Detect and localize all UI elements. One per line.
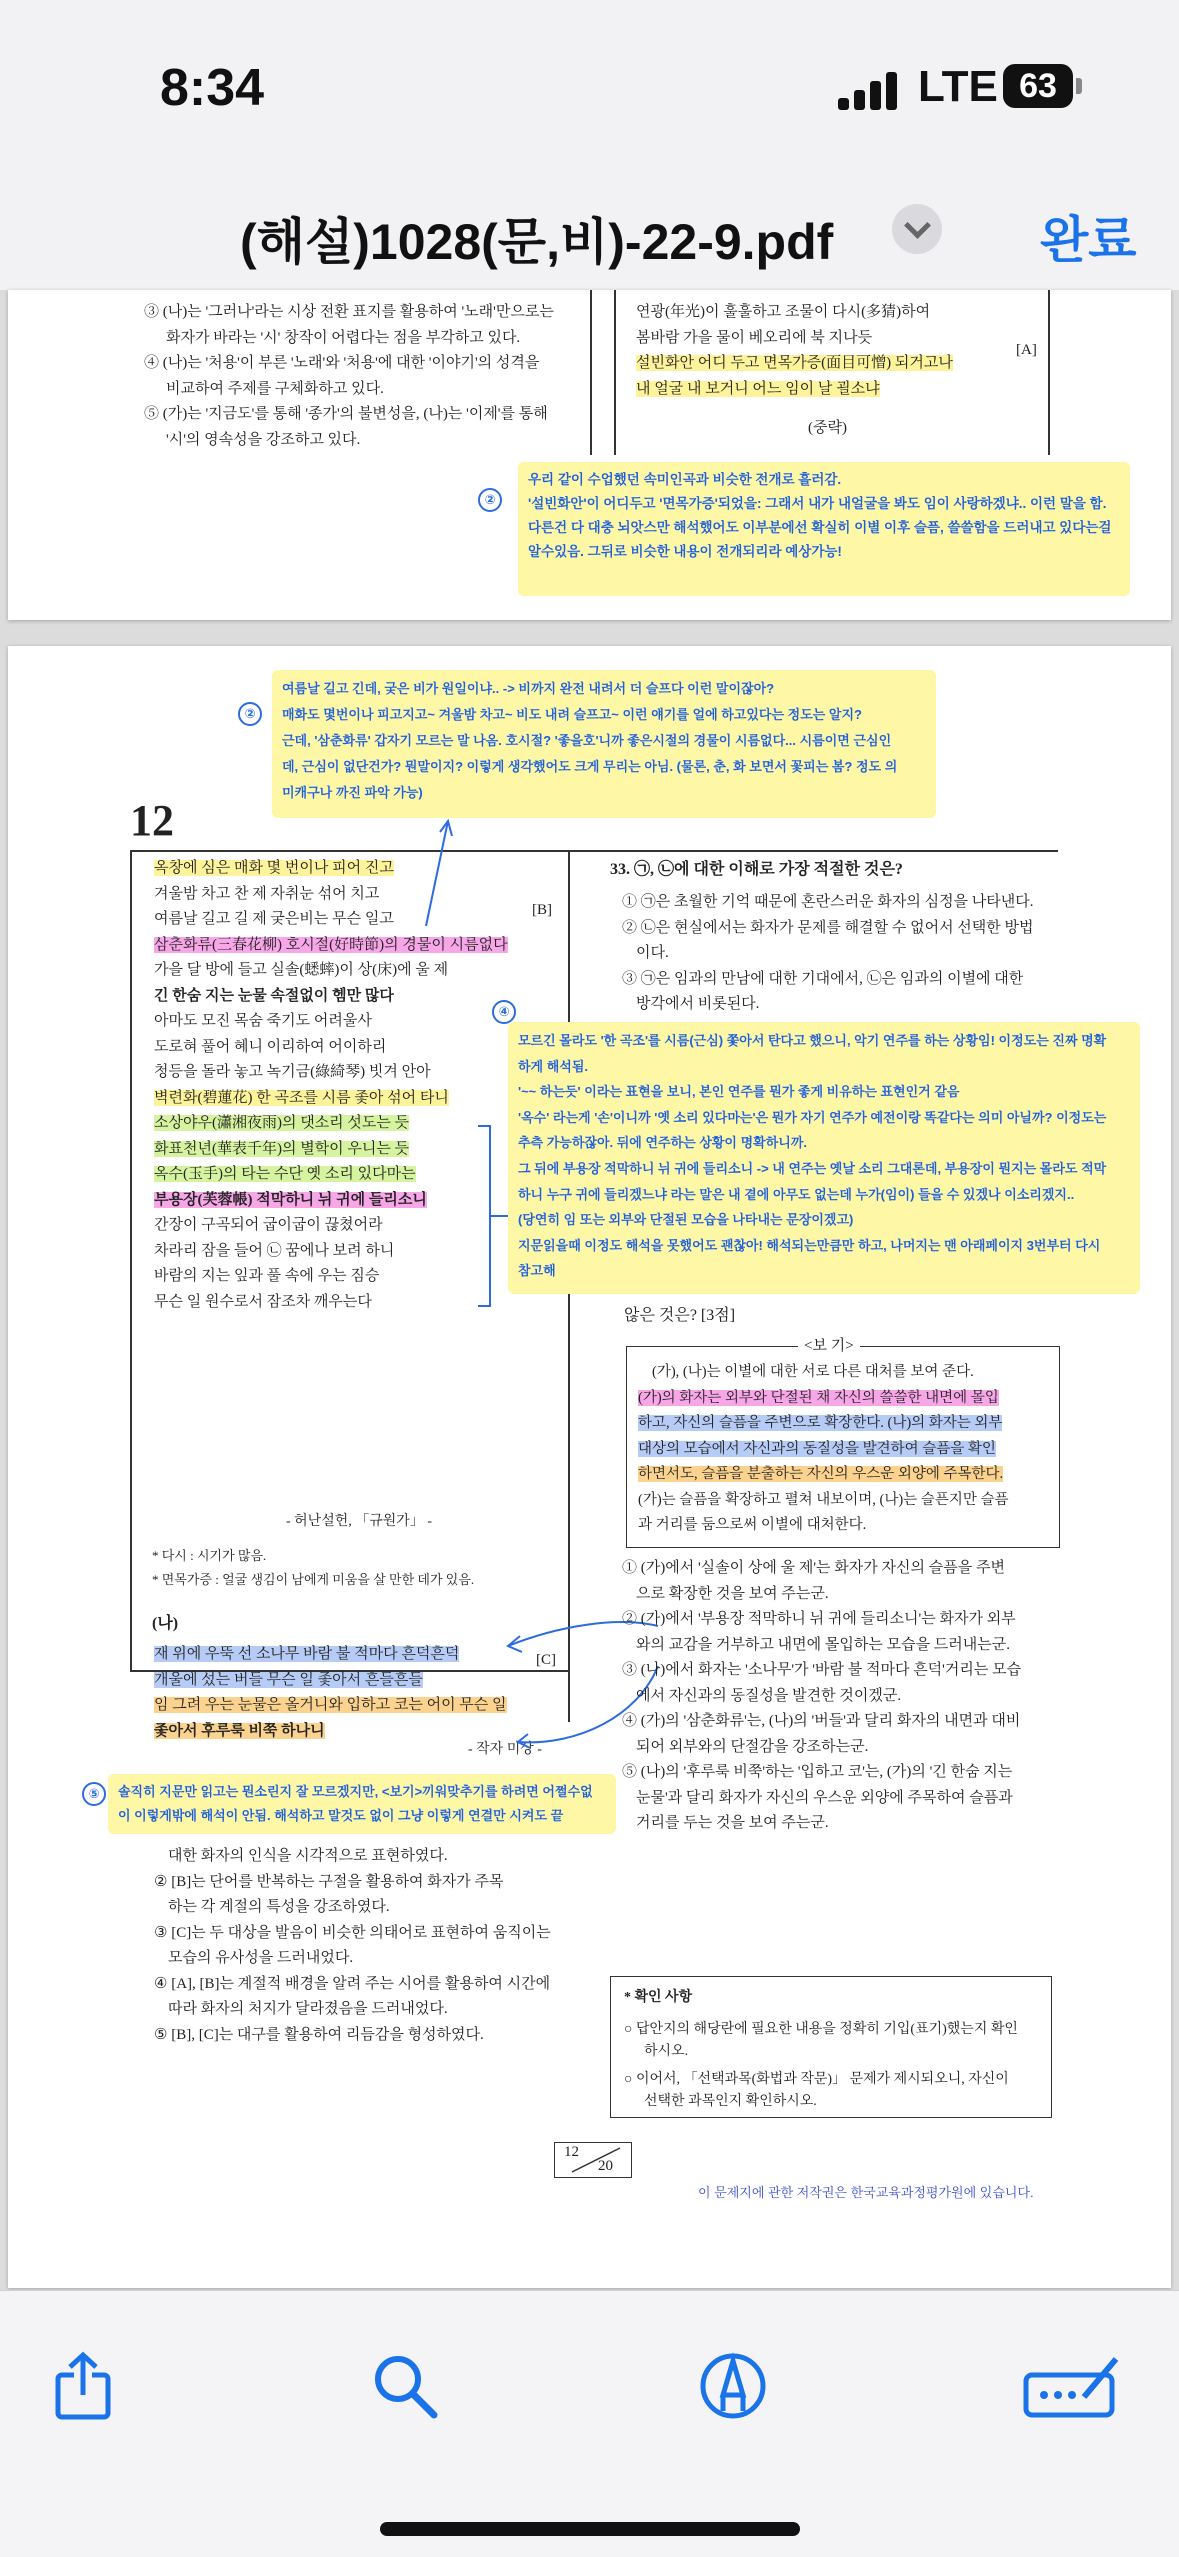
note-number: ⑤ [82, 1782, 106, 1806]
pdf-page-11 [8, 290, 1171, 620]
column-frame [130, 852, 132, 1672]
check-item-1: ○ 답안지의 해당란에 필요한 내용을 정확히 기입(표기)했는지 확인 [624, 2022, 1018, 2037]
annotation-note-top: 여름날 길고 긴데, 궂은 비가 원일이냐.. -> 비까지 완전 내려서 더 슬프다 이런 말이잖아? 매화도 몇번이나 피고지고~ 겨울밤 차고~ 비도 내려 슬프고~ 이런 얘기를 얼에 하고있다는 정도는 알지? 근데, '삼춘화류' 갑자기 모르는 말 나옴. 호시절? '좋을호'니까 좋은시절의 경물이 시름없다... 시름이면 근심인 데, 근심이 없단건가? 뭔말이지? 이렇게 생각했어도 크게 무리는 아님. (물론, 춘, 화 보면서 꽃피는 봄? 정도 의 미캐구나 까진 파악 가능) [272, 670, 936, 818]
poem-b-label: (나) [152, 1615, 179, 1632]
network-label: LTE [918, 62, 998, 111]
page-number: 12 [130, 796, 174, 845]
nav-bar [0, 170, 1179, 290]
bogi-title: <보 기> [798, 1336, 860, 1356]
page11-left-text: ③ (나)는 '그러나'라는 시상 전환 표지를 활용하여 '노래'만으로는 화자가 바라는 '시' 창작이 어렵다는 점을 부각하고 있다. ④ (나)는 '처용'이 부른 '노래'와 '처용'에 대한 '이야기'의 성격을 비교하여 주제를 구체화하고 있다. ⑤ (가)는 '지금도'를 통해 '종가'의 불변성을, (나)는 '이제'를 통해 '시'의 영속성을 강조하고 있다. [144, 304, 554, 448]
bogi-text: (가), (나)는 이별에 대한 서로 다른 대처를 보여 준다. (가)의 화자는 외부와 단절된 채 자신의 쓸쓸한 내면에 몰입 하고, 자신의 슬픔을 주변으로 확장한다. (나)의 화자는 외부 대상의 모습에서 자신과의 동질성을 발견하여 슬픔을 확인 하면서도, 슬픔을 분출하는 자신의 우스운 외양에 주목한다. (가)는 슬픔을 확장하고 펼쳐 내보이며, (나)는 슬픈지만 슬픔 과 거리를 둠으로써 이별에 대처한다. [638, 1364, 1009, 1533]
annotation-note-middle: 모르긴 몰라도 '한 곡조'를 시름(근심) 쫓아서 탄다고 했으니, 악기 연주를 하는 상황임! 이정도는 진짜 명확 하게 해석됨. '~~ 하는듯' 이라는 표현을 보니, 본인 연주를 뭔가 좋게 비유하는 표현인거 같음 '옥수' 라는게 '손'이니까 '옛 소리 있다마는'은 뭔가 자기 연주가 예전이랑 똑같다는 의미 아닐까? 이정도는 추측 가능하잖아. 뒤에 연주하는 상황이 명확하니까. 그 뒤에 부용장 적막하니 뉘 귀에 들리소니 -> 내 연주는 옛날 소리 그대론데, 부용장이 뭔지는 몰라도 적막 하니 누구 귀에 들리겠느냐 라는 말은 내 곁에 아무도 없는데 누가(임이) 들을 수 있겠나 이소리겠지.. (당연히 임 또는 외부와 단절된 모습을 나타내는 문장이겠고) 지문읽을때 이정도 해석을 못했어도 괜찮아! 해석되는만큼만 하고, 나머지는 맨 아래페이지 3번부터 다시 참고해 [508, 1022, 1140, 1294]
fraction-slash [568, 2144, 628, 2174]
annotation-note: 우리 같이 수업했던 속미인곡과 비슷한 전개로 흘러감. '설빈화안'이 어디두고 '면목가증'되었을: 그래서 내가 내얼굴을 봐도 임이 사랑하겠냐.. 이런 말을 함. 다른건 다 대충 뇌앗스만 해석했어도 이부분에선 확실히 이별 이후 슬픔, 쓸쓸함을 드러내고 있다는걸 알수있음. 그뒤로 비슷한 내용이 전개되리라 예상가능! [518, 462, 1130, 596]
signal-icon [838, 70, 902, 110]
bracket-marker-b: [B] [532, 902, 552, 918]
bracket-marker-a: [A] [1016, 342, 1037, 358]
document-title[interactable]: (해설)1028(문,비)-22-9.pdf [240, 214, 834, 270]
poem-b-source: - 작자 미상 - [468, 1742, 542, 1757]
battery-icon: 63 [1003, 64, 1073, 108]
status-time: 8:34 [160, 59, 265, 117]
page-fraction-den: 20 [598, 2158, 613, 2174]
signature-icon[interactable] [1022, 2351, 1122, 2421]
poem-a: 옥창에 심은 매화 몇 번이나 피어 진고 겨울밤 차고 찬 제 자취눈 섞어 치고 여름날 길고 길 제 궂은비는 무슨 일고 삼춘화류(三春花柳) 호시절(好時節)의 경물이 시름없다 가을 달 방에 들고 실솔(蟋蟀)이 상(床)에 울 제 긴 한숨 지는 눈물 속절없이 헴만 많다 아마도 모진 목숨 죽기도 어려울사 도로혀 풀어 혜니 이리하여 어이하리 청등을 돌라 놓고 녹기금(綠綺琴) 빗겨 안아 벽련화(碧蓮花) 한 곡조를 시름 좇아 섞어 타니 소상야우(瀟湘夜雨)의 댓소리 섯도는 듯 화표천년(華表千年)의 별학이 우니는 듯 옥수(玉手)의 타는 수단 옛 소리 있다마는 부용장(芙蓉帳) 적막하니 뉘 귀에 들리소니 간장이 구곡되어 굽이굽이 끊쳤어라 차라리 잠을 들어 ㉡ 꿈에나 보려 하니 바람의 지는 잎과 풀 속에 우는 짐승 무슨 일 원수로서 잠조차 깨우는다 [154, 860, 508, 1310]
bottom-toolbar [0, 2290, 1179, 2557]
done-button[interactable]: 완료 [1040, 212, 1137, 268]
check-item-1-cont: 하시오. [644, 2044, 689, 2059]
omission-label: (중략) [808, 420, 847, 436]
pdf-page-12 [8, 646, 1171, 2288]
check-title: * 확인 사항 [624, 1990, 693, 2005]
question-34-tail: 않은 것은? [3점] [624, 1307, 736, 1324]
pdf-viewer[interactable] [0, 290, 1179, 2290]
bracket-marker-c: [C] [536, 1652, 556, 1668]
note-number: ④ [492, 1000, 516, 1024]
chevron-down-icon[interactable] [892, 204, 942, 254]
copyright-notice: 이 문제지에 관한 저작권은 한국교육과정평가원에 있습니다. [698, 2185, 1034, 2200]
column-divider [1048, 290, 1050, 455]
note-number: ② [478, 488, 502, 512]
search-icon[interactable] [370, 2351, 440, 2421]
status-bar [0, 0, 1179, 170]
check-item-2: ○ 이어서, 「선택과목(화법과 작문)」 문제가 제시되오니, 자신이 [624, 2072, 1009, 2087]
annotation-note-bottom: 솔직히 지문만 읽고는 뭔소린지 잘 모르겠지만, <보기>끼워맞추기를 하려면 어쩔수없 이 이렇게밖에 해석이 안됨. 해석하고 말것도 없이 그냥 이렇게 연결만 시켜도 끝 [108, 1774, 616, 1834]
column-divider [614, 290, 616, 455]
battery-tip [1076, 78, 1082, 94]
question-34-choices: ① (가)에서 '실솔이 상에 울 제'는 화자가 자신의 슬픔을 주변 으로 확장한 것을 보여 주는군. ② (가)에서 '부용장 적막하니 뉘 귀에 들리소니'는 화자가 외부 와의 교감을 거부하고 내면에 몰입하는 모습을 드러내는군. ③ (나)에서 화자는 '소나무'가 '바람 불 적마다 흔덕'거리는 모습 에서 자신과의 동질성을 발견한 것이겠군. ④ (가)의 '삼춘화류'는, (나)의 '버들'과 달리 화자의 내면과 대비 되어 외부와의 단절감을 강조하는군. ⑤ (나)의 '후루룩 비쭉'하는 '입하고 코'는, (가)의 '긴 한숨 지는 눈물'과 달리 화자가 자신의 우스운 외양에 주목하여 슬픔과 거리를 두는 것을 보여 주는군. [622, 1560, 1022, 1831]
note-number: ② [238, 702, 262, 726]
question-33-choices: ① ㉠은 초월한 기억 때문에 혼란스러운 화자의 심정을 나타낸다. ② ㉡은 현실에서는 화자가 문제를 해결할 수 없어서 선택한 방법 이다. ③ ㉠은 임과의 만남에 대한 기대에서, ㉡은 임과의 이별에 대한 방각에서 비롯된다. [622, 894, 1034, 1012]
markup-icon[interactable] [698, 2351, 768, 2421]
page11-right-text: 연광(年光)이 훌훌하고 조물이 다시(多猜)하여 봄바람 가을 물이 베오리에 북 지나듯 설빈화안 어디 두고 면목가증(面目可憎) 되거고나 내 얼굴 내 보거니 어느 임이 날 괼소냐 [636, 304, 953, 397]
poem-a-source: - 허난설헌, 「규원가」 - [286, 1514, 432, 1529]
poem-b: 재 위에 우뚝 선 소나무 바람 불 적마다 흔덕흔덕 개울에 섰는 버들 무슨 일 좇아서 흔들흔들 임 그려 우는 눈물은 올거니와 입하고 코는 어이 무슨 일 좇아서 후루룩 비쭉 하나니 [154, 1646, 507, 1739]
question-33-title: 33. ㉠, ㉡에 대한 이해로 가장 적절한 것은? [610, 861, 903, 878]
column-divider [590, 290, 592, 455]
gloss-1: * 다시 : 시기가 많음. [152, 1548, 267, 1563]
home-indicator [380, 2522, 800, 2536]
question-32-choices: 대한 화자의 인식을 시각적으로 표현하였다. ② [B]는 단어를 반복하는 구절을 활용하여 화자가 주목 하는 각 계절의 특성을 강조하였다. ③ [C]는 두 대상을 발음이 비슷한 의태어로 표현하여 움직이는 모습의 유사성을 드러내었다. ④ [A], [B]는 계절적 배경을 알려 주는 시어를 활용하여 시간에 따라 화자의 처지가 달라졌음을 드러내었다. ⑤ [B], [C]는 대구를 활용하여 리듬감을 형성하였다. [154, 1848, 551, 2043]
gloss-2: * 면목가증 : 얼굴 생김이 남에게 미움을 살 만한 데가 있음. [152, 1572, 475, 1587]
check-item-2-cont: 선택한 과목인지 확인하시오. [644, 2094, 817, 2109]
page-fraction-num: 12 [564, 2144, 579, 2160]
share-icon[interactable] [48, 2351, 118, 2421]
arrow-icon [418, 816, 458, 936]
header-rule [130, 850, 1058, 852]
